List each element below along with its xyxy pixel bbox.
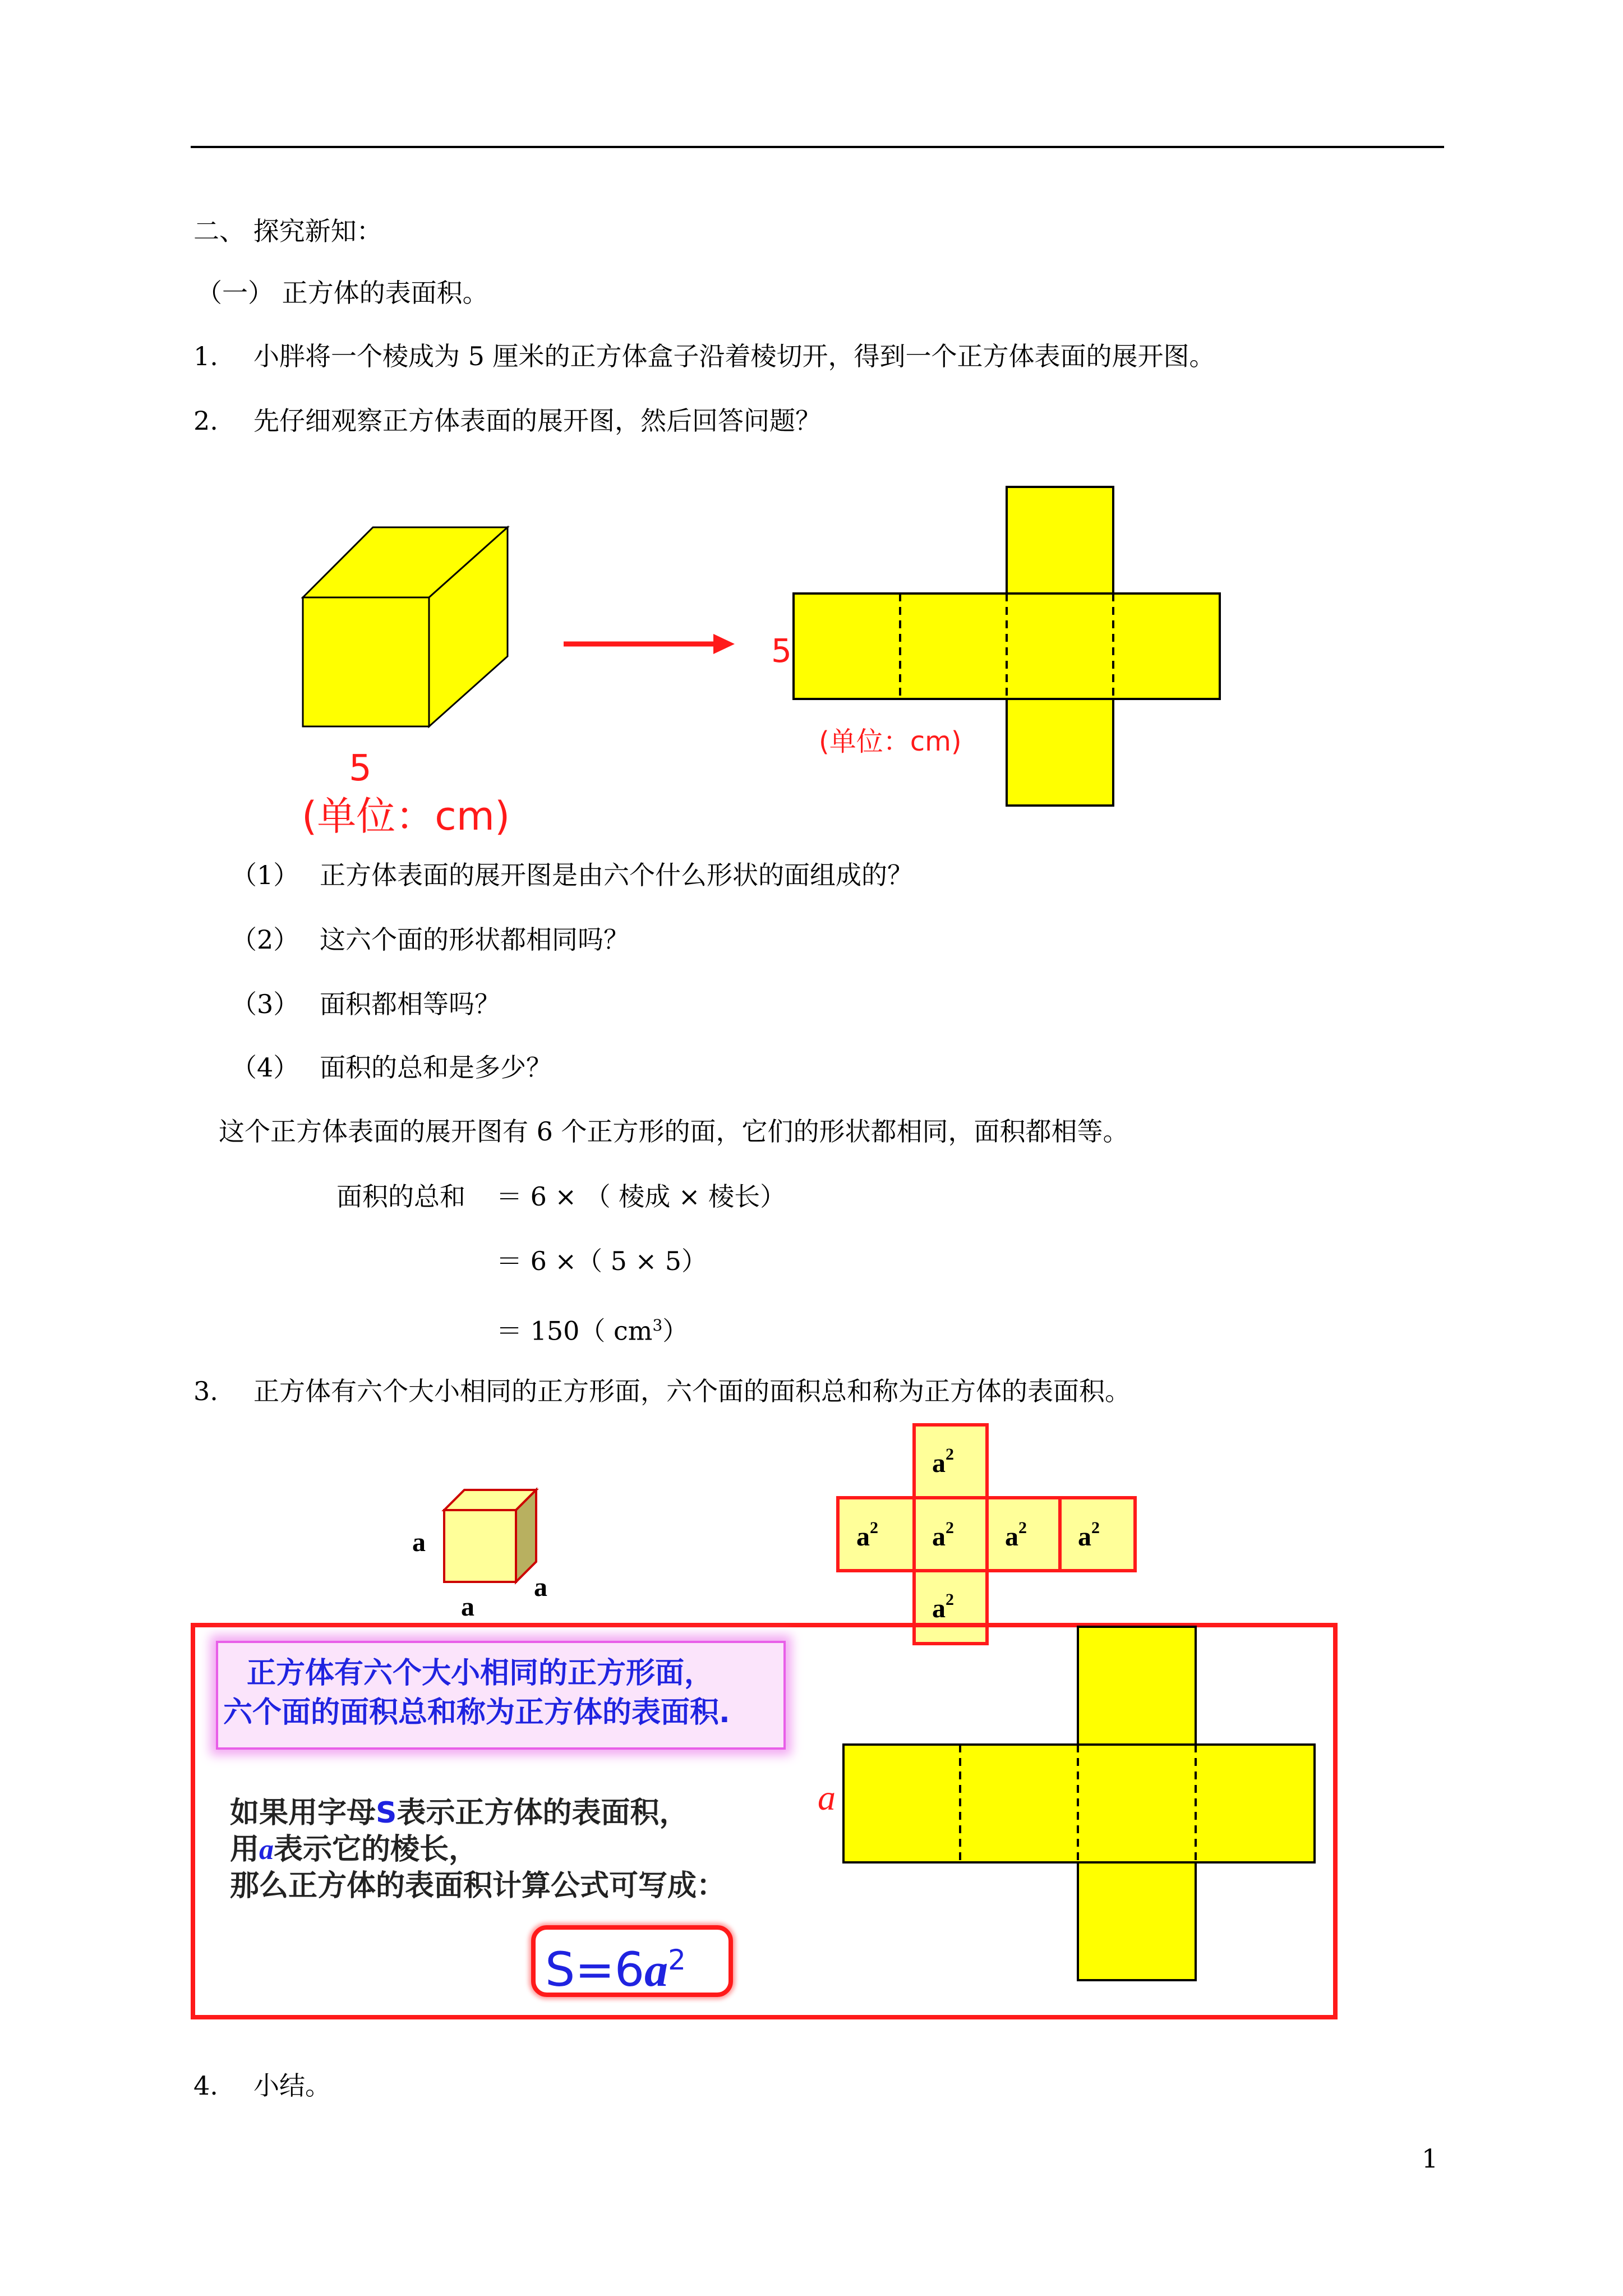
calc-line-2: ＝ 6 ×（ 5 × 5）	[496, 1246, 707, 1276]
net-cell-2: $a^2$	[932, 1519, 954, 1552]
answer-text: 这个正方体表面的展开图有 6 个正方形的面，它们的形状都相同，面积都相等。	[219, 1116, 1129, 1147]
net-cell-3: $a^2$	[1005, 1519, 1027, 1552]
subsection-heading: （一） 正方体的表面积。	[196, 278, 488, 308]
summary-text-1: 如果用字母S表示正方体的表面积，	[230, 1796, 689, 1830]
item-2-text: 先仔细观察正方体表面的展开图，然后回答问题？	[253, 406, 821, 436]
summary-net-side-label: a	[818, 1778, 836, 1818]
red-arrow	[564, 634, 735, 654]
question-4-text: 面积的总和是多少？	[320, 1052, 552, 1083]
section-heading: 二、 探究新知：	[193, 216, 382, 246]
item-1-text: 小胖将一个棱成为 5 厘米的正方体盒子沿着棱切开，得到一个正方体表面的展开图。	[253, 341, 1215, 371]
page-number: 1	[1422, 2143, 1438, 2174]
question-2-text: 这六个面的形状都相同吗？	[320, 924, 629, 955]
cube-label-left: a	[412, 1527, 426, 1557]
cube-edge-label: 5	[349, 748, 372, 789]
calc-line-3-main: ＝ 150（ cm	[496, 1315, 653, 1346]
net-cell-top: $a^2$	[932, 1445, 954, 1478]
net-unit-label: (单位：cm)	[819, 726, 962, 757]
item-3-text: 正方体有六个大小相同的正方形面，六个面的面积总和称为正方体的表面积。	[253, 1376, 1131, 1406]
calc-label: 面积的总和	[336, 1181, 465, 1212]
question-1-number: （1）	[231, 860, 299, 890]
cube-label-bottom: a	[461, 1592, 474, 1622]
question-1-text: 正方体表面的展开图是由六个什么形状的面组成的？	[320, 860, 913, 890]
cube-unit-label: (单位：cm)	[302, 793, 510, 839]
small-cube	[437, 1481, 550, 1593]
calc-exponent: 3	[652, 1316, 663, 1335]
variable-a: a	[259, 1834, 274, 1866]
calc-line-3	[496, 1309, 688, 1347]
question-2-number: （2）	[231, 924, 299, 955]
question-3-number: （3）	[231, 989, 299, 1019]
question-4-number: （4）	[231, 1052, 299, 1083]
definition-line-2: 六个面的面积总和称为正方体的表面积.	[223, 1696, 730, 1729]
formula: $S=6a^2$	[545, 1942, 686, 1997]
item-4-number: 4.	[193, 2070, 218, 2101]
net-side-label: 5	[771, 632, 792, 670]
variable-s: S	[376, 1796, 397, 1830]
calc-line-3-close: ）	[662, 1315, 689, 1346]
item-2-number: 2.	[193, 406, 218, 436]
item-4-text: 小结。	[253, 2070, 331, 2101]
calc-line-1: ＝ 6 × （ 棱成 × 棱长）	[496, 1181, 786, 1212]
net-cell-bottom: $a^2$	[932, 1590, 954, 1623]
summary-cube-net	[841, 1621, 1329, 2003]
item-1-number: 1.	[193, 341, 218, 371]
net-cell-1: $a^2$	[856, 1519, 878, 1552]
definition-line-1: 正方体有六个大小相同的正方形面，	[247, 1657, 714, 1690]
item-3-number: 3.	[193, 1376, 218, 1406]
header-rule	[191, 146, 1444, 148]
cube-label-right: a	[534, 1572, 547, 1602]
net-cell-4: $a^2$	[1078, 1519, 1100, 1552]
question-3-text: 面积都相等吗？	[320, 989, 500, 1019]
yellow-cube	[303, 527, 508, 726]
summary-text-3: 那么正方体的表面积计算公式可写成：	[230, 1869, 726, 1903]
summary-text-2: 用a表示它的棱长，	[230, 1833, 478, 1866]
